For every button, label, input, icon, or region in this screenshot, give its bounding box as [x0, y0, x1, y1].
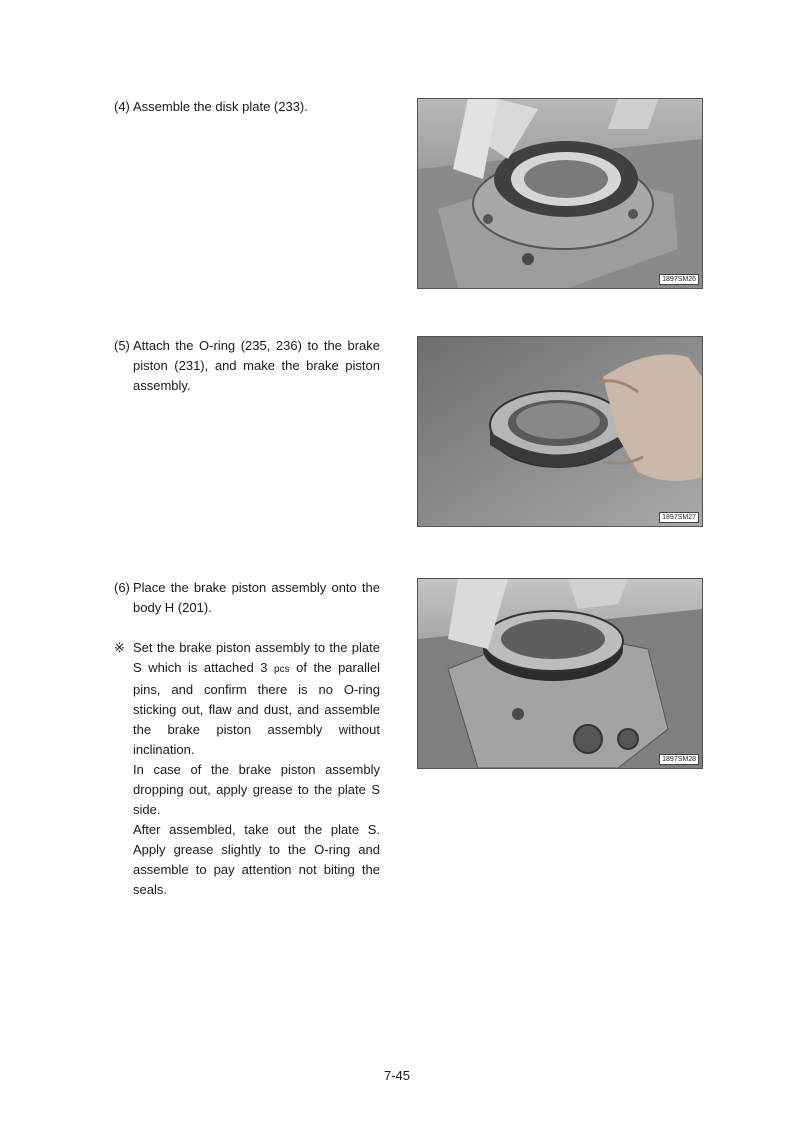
step-4 — [114, 97, 380, 117]
page-number: 7-45 — [383, 1068, 411, 1083]
step-number: (5) — [114, 338, 130, 353]
brake-piston-photo-illustration — [418, 337, 702, 526]
piston-onto-body-photo-illustration — [418, 579, 702, 768]
step-text: Assemble the disk plate (233). — [133, 99, 308, 114]
photo-label: 1897SM26 — [659, 274, 699, 285]
step-5 — [114, 336, 380, 396]
step-text: Place the brake piston assembly onto the body H (201). — [133, 580, 380, 615]
note-mark: ※ — [114, 640, 125, 655]
step-6 — [114, 578, 380, 618]
caution-note — [114, 638, 380, 900]
note-paragraph-1: Set the brake piston assembly to the plate S which is attached 3 pcs of the parallel pins, and confirm there is no O-ring sticking out, flaw and dust, and assemble the brake piston assembly without inclination. — [133, 640, 380, 757]
step-text: Attach the O-ring (235, 236) to the brake piston (231), and make the brake piston assembly. — [133, 338, 380, 393]
photo-label: 1897SM28 — [659, 754, 699, 765]
step-number: (6) — [114, 580, 130, 595]
photo-piston-onto-body — [417, 578, 703, 769]
photo-brake-piston — [417, 336, 703, 527]
photo-label: 1897SM27 — [659, 512, 699, 523]
step-number: (4) — [114, 99, 130, 114]
disk-plate-photo-illustration — [418, 99, 702, 288]
photo-disk-plate — [417, 98, 703, 289]
note-paragraph-3: After assembled, take out the plate S. Apply grease slightly to the O-ring and assemble to pay attention not biting the seals. — [133, 822, 380, 897]
unit-abbrev: pcs — [274, 664, 290, 675]
note-paragraph-2: In case of the brake piston assembly dropping out, apply grease to the plate S side. — [133, 762, 380, 817]
